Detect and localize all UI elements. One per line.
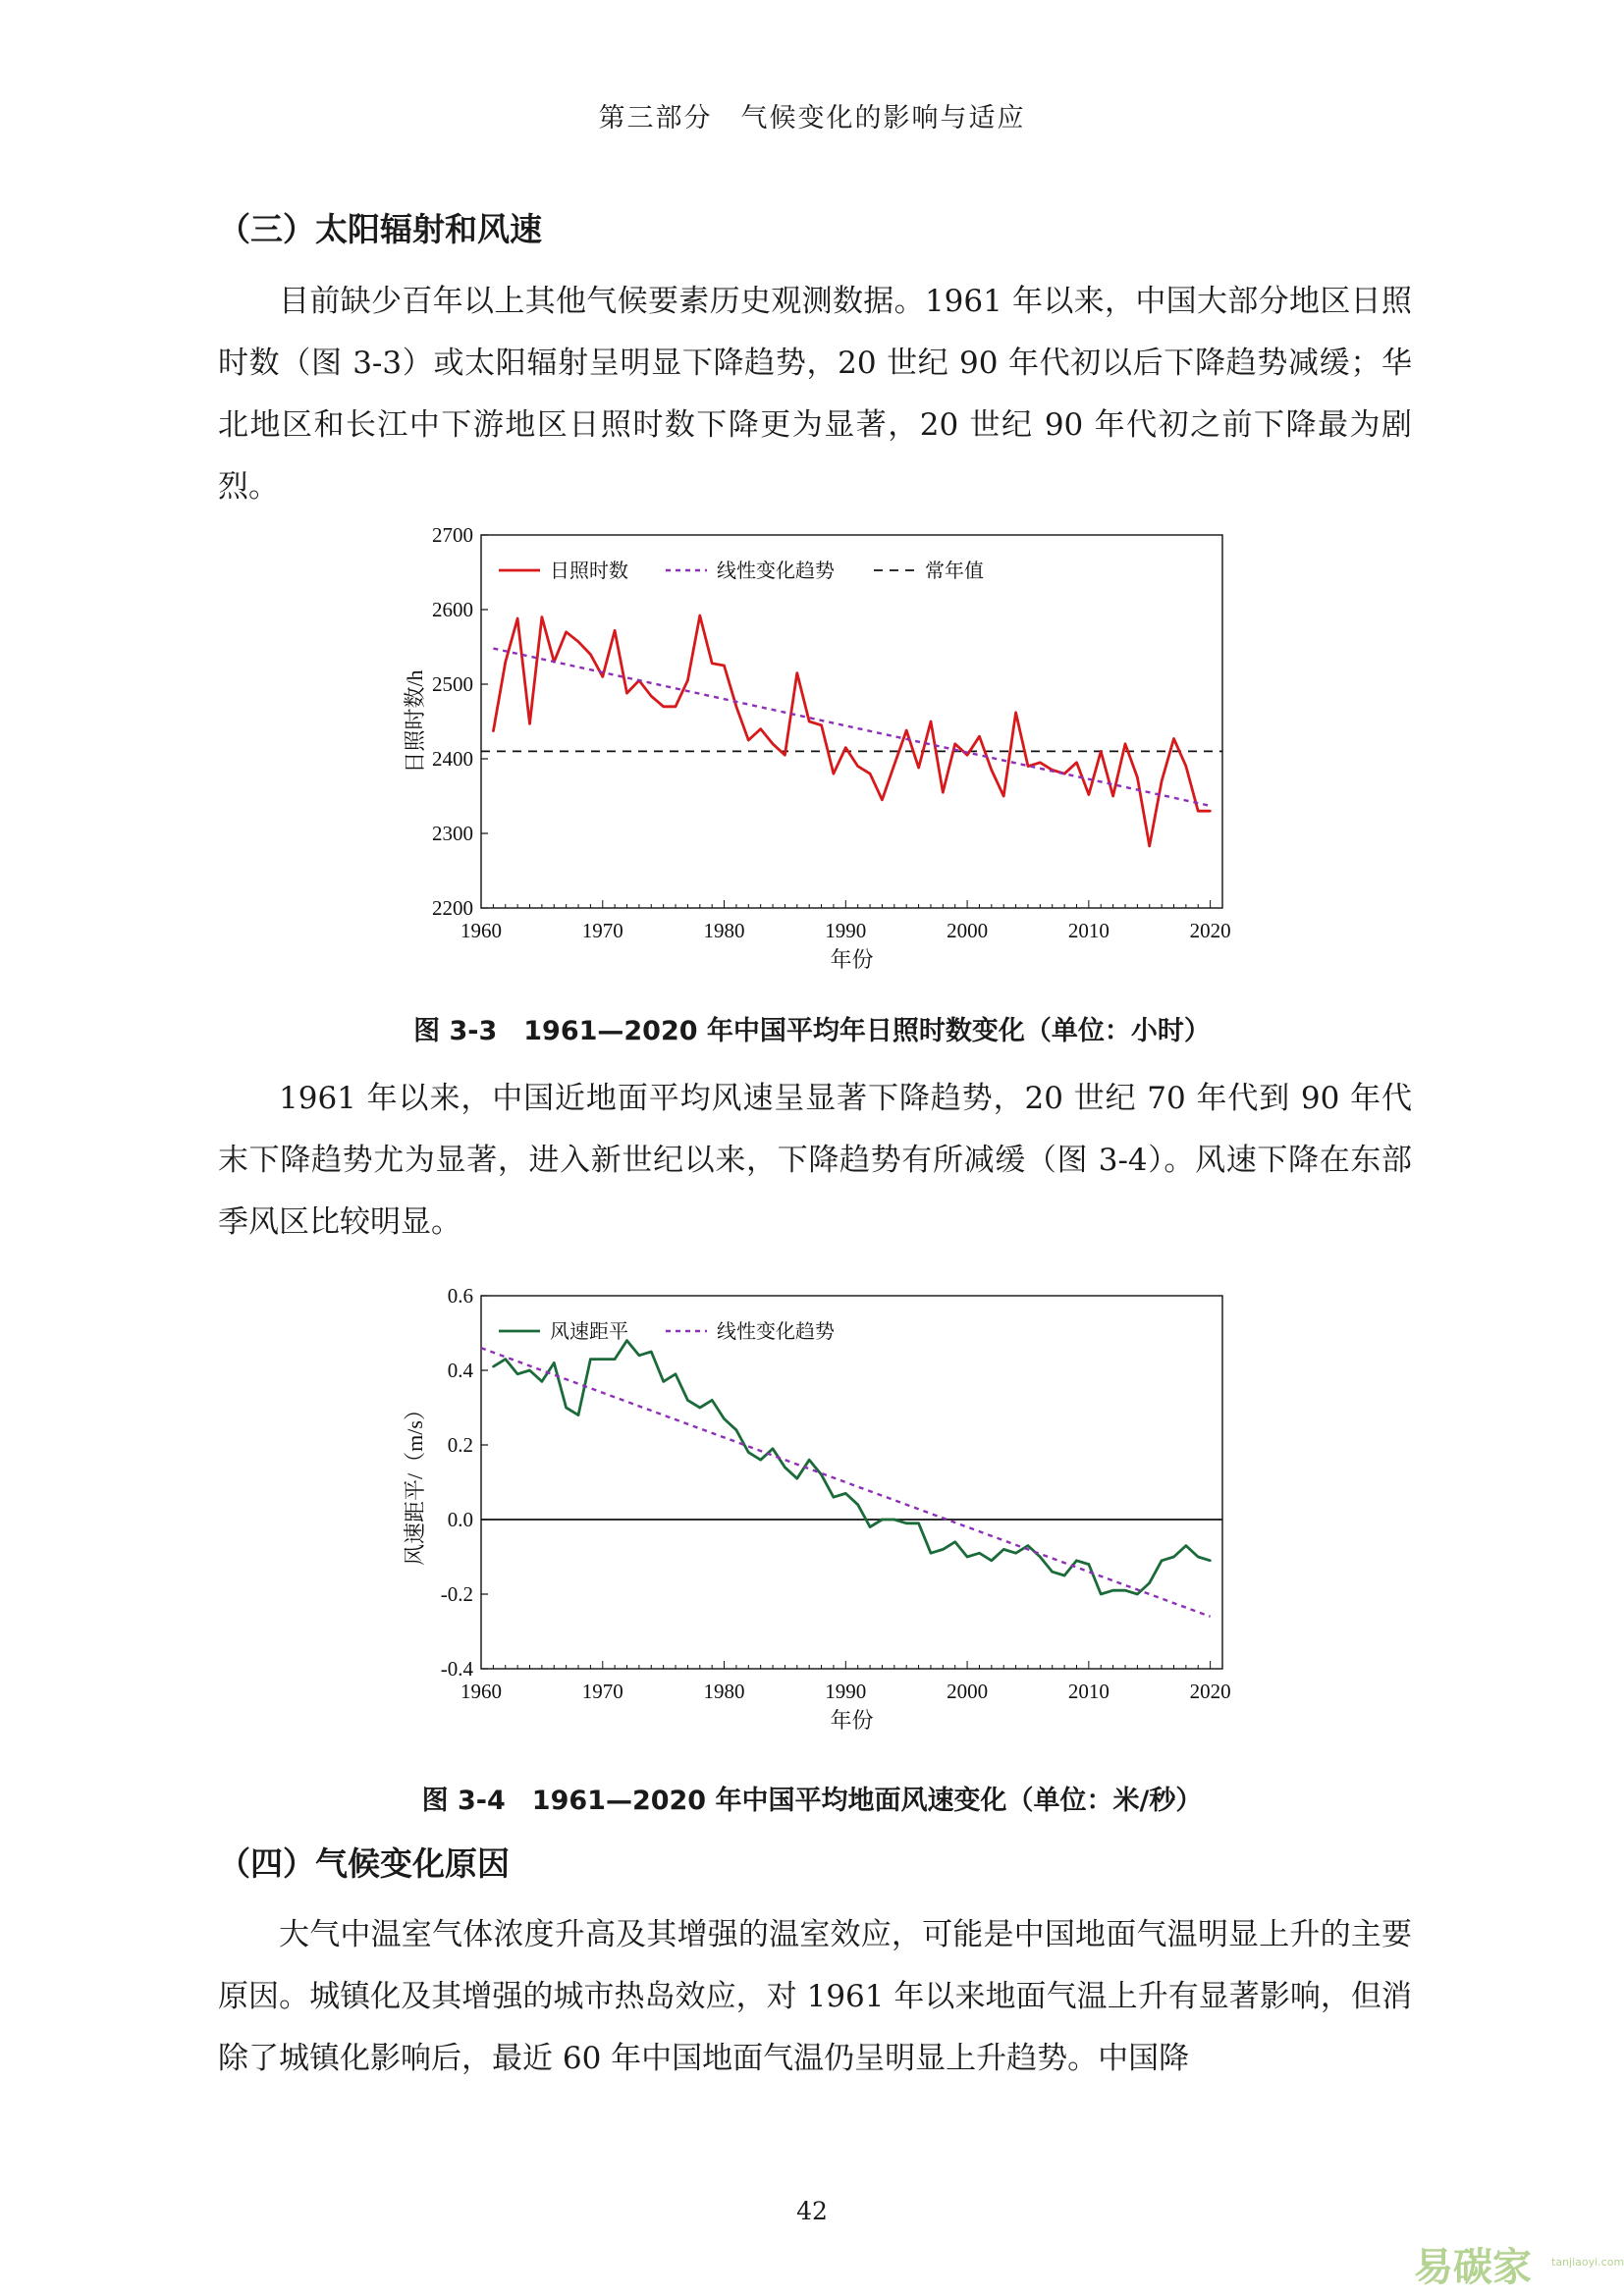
sunshine-ytick-label: 2400	[432, 747, 473, 771]
figure-sunshine-chart	[373, 520, 1237, 991]
sunshine-data-point	[699, 614, 701, 616]
sunshine-xtick-label: 1980	[703, 919, 745, 942]
sunshine-ytick-label: 2700	[432, 523, 473, 547]
sunshine-data-point	[747, 739, 749, 741]
wind-ytick-label: 0.0	[447, 1508, 473, 1531]
wind-ylabel: 风速距平/（m/s）	[403, 1399, 427, 1566]
sunshine-data-point	[796, 671, 798, 673]
sunshine-data-point	[905, 729, 907, 731]
sunshine-data-point	[1111, 795, 1113, 797]
wind-data-point	[516, 1373, 518, 1375]
wind-data-point	[1124, 1589, 1126, 1591]
wind-xtick-label: 1970	[581, 1680, 623, 1703]
wind-data-point	[796, 1477, 798, 1479]
sunshine-xlabel: 年份	[830, 947, 874, 972]
wind-xtick-label: 1960	[460, 1680, 502, 1703]
wind-data-point	[723, 1417, 725, 1419]
figure-3-4-caption: 图 3-4 1961—2020 年中国平均地面风速变化（单位：米/秒）	[421, 1786, 1203, 1816]
sunshine-data-point	[711, 663, 713, 665]
sunshine-data-point	[917, 767, 919, 769]
sunshine-data-point	[1161, 780, 1163, 782]
wind-data-point	[772, 1448, 774, 1450]
sunshine-data-point	[650, 695, 652, 697]
wind-data-point	[966, 1556, 968, 1558]
running-head: 第三部分 气候变化的影响与适应	[598, 103, 1026, 133]
sunshine-data-point	[589, 653, 591, 655]
wind-data-point	[1088, 1563, 1090, 1565]
wind-data-point	[1209, 1560, 1211, 1562]
wind-main-series-line	[493, 1341, 1210, 1594]
wind-data-point	[614, 1358, 616, 1360]
wind-data-point	[1014, 1552, 1016, 1554]
wind-ytick-label: 0.6	[447, 1284, 473, 1308]
sunshine-data-point	[614, 629, 616, 631]
wind-data-point	[954, 1541, 956, 1543]
sunshine-data-point	[856, 765, 858, 767]
section-heading-solar-wind: （三）太阳辐射和风速	[218, 210, 542, 248]
wind-data-point	[1039, 1556, 1041, 1558]
wind-data-point	[541, 1380, 543, 1382]
wind-data-point	[675, 1373, 677, 1375]
wind-xlabel: 年份	[830, 1708, 874, 1733]
wind-data-point	[589, 1358, 591, 1360]
wind-data-point	[528, 1369, 530, 1371]
wind-data-point	[747, 1451, 749, 1453]
wind-data-point	[1075, 1560, 1077, 1562]
sunshine-data-point	[1136, 776, 1138, 778]
wind-data-point	[602, 1358, 604, 1360]
wind-data-point	[699, 1407, 701, 1409]
paragraph-sunshine: 目前缺少百年以上其他气候要素历史观测数据。1961 年以来，中国大部分地区日照时数（图 3-3）或太阳辐射呈明显下降趋势，20 世纪 90 年代初以后下降趋势减缓；华北地区和长江中下游地区日照时数下降更为显著，20 世纪 90 年代初之前下降最为剧烈。	[218, 284, 1412, 505]
watermark-text: 易碳家	[1414, 2245, 1532, 2290]
paragraph-wind: 1961 年以来，中国近地面平均风速呈显著下降趋势，20 世纪 70 年代到 90 年代末下降趋势尤为显著，进入新世纪以来，下降趋势有所减缓（图 3-4）。风速下降在东部季风区比较明显。	[218, 1081, 1412, 1240]
wind-data-point	[553, 1362, 555, 1363]
wind-data-point	[565, 1407, 567, 1409]
sunshine-data-point	[893, 764, 895, 766]
wind-data-point	[1111, 1589, 1113, 1591]
wind-xtick-label: 2000	[947, 1680, 989, 1703]
sunshine-data-point	[833, 773, 835, 774]
sunshine-data-point	[625, 692, 627, 694]
paragraph-causes: 大气中温室气体浓度升高及其增强的温室效应，可能是中国地面气温明显上升的主要原因。城镇化及其增强的城市热岛效应，对 1961 年以来地面气温上升有显著影响，但消除了城镇化影响后，最近 60 年中国地面气温仍呈明显上升趋势。中国降	[218, 1917, 1412, 2076]
sunshine-ytick-label: 2300	[432, 822, 473, 845]
wind-data-point	[1027, 1544, 1029, 1546]
wind-data-point	[735, 1429, 737, 1431]
sunshine-xtick-label: 1970	[581, 919, 623, 942]
wind-ytick-label: 0.2	[447, 1433, 473, 1457]
sunshine-xtick-label: 2010	[1067, 919, 1110, 942]
wind-data-point	[1063, 1575, 1065, 1576]
sunshine-data-point	[1075, 762, 1077, 764]
wind-data-point	[1172, 1556, 1174, 1558]
wind-data-point	[662, 1380, 664, 1382]
wind-data-point	[942, 1548, 944, 1550]
wind-data-point	[869, 1525, 871, 1527]
sunshine-data-point	[662, 706, 664, 708]
sunshine-data-point	[930, 721, 932, 722]
sunshine-xtick-label: 2000	[947, 919, 989, 942]
sunshine-data-point	[735, 706, 737, 708]
wind-data-point	[686, 1399, 688, 1401]
wind-data-point	[1100, 1593, 1102, 1595]
wind-data-point	[844, 1492, 846, 1494]
wind-xtick-label: 1990	[825, 1680, 867, 1703]
sunshine-data-point	[820, 724, 822, 726]
sunshine-data-point	[1185, 765, 1187, 767]
sunshine-data-point	[528, 722, 530, 724]
figure-wind-chart	[373, 1281, 1237, 1742]
wind-data-point	[856, 1504, 858, 1506]
wind-data-point	[917, 1522, 919, 1524]
wind-xtick-label: 1980	[703, 1680, 745, 1703]
wind-data-point	[638, 1355, 640, 1357]
wind-data-point	[505, 1358, 507, 1360]
sunshine-ytick-label: 2500	[432, 672, 473, 696]
watermark-logo	[1414, 2236, 1624, 2291]
sunshine-data-point	[577, 640, 579, 642]
sunshine-data-point	[1149, 845, 1151, 847]
wind-data-point	[1149, 1581, 1151, 1583]
sunshine-data-point	[1197, 810, 1199, 812]
sunshine-data-point	[1209, 810, 1211, 812]
wind-xtick-label: 2010	[1067, 1680, 1110, 1703]
wind-data-point	[759, 1459, 761, 1461]
watermark-url: tanjiaoyi.com	[1551, 2256, 1624, 2269]
wind-data-point	[1185, 1544, 1187, 1546]
wind-data-point	[711, 1399, 713, 1401]
sunshine-main-series-line	[493, 615, 1210, 846]
sunshine-data-point	[505, 661, 507, 663]
sunshine-data-point	[1039, 762, 1041, 764]
sunshine-data-point	[881, 799, 883, 801]
wind-ytick-label: -0.2	[440, 1582, 473, 1606]
sunshine-data-point	[1124, 743, 1126, 745]
wind-data-point	[784, 1467, 785, 1468]
wind-data-point	[1052, 1571, 1054, 1573]
wind-legend-label: 风速距平	[550, 1321, 628, 1343]
sunshine-ylabel: 日照时数/h	[403, 669, 427, 774]
sunshine-xtick-label: 1960	[460, 919, 502, 942]
sunshine-data-point	[675, 706, 677, 708]
wind-data-point	[1161, 1560, 1163, 1562]
wind-data-point	[492, 1365, 494, 1367]
sunshine-data-point	[844, 746, 846, 748]
section-heading-causes: （四）气候变化原因	[218, 1844, 510, 1883]
sunshine-data-point	[565, 631, 567, 633]
sunshine-data-point	[991, 769, 993, 771]
wind-trend-line	[481, 1348, 1211, 1617]
wind-data-point	[991, 1560, 993, 1562]
sunshine-legend-label: 日照时数	[550, 561, 628, 582]
sunshine-xtick-label: 1990	[825, 919, 867, 942]
page-number: 42	[796, 2197, 828, 2225]
sunshine-data-point	[759, 727, 761, 729]
wind-data-point	[808, 1459, 810, 1461]
sunshine-data-point	[1014, 712, 1016, 714]
sunshine-data-point	[1088, 793, 1090, 795]
sunshine-data-point	[954, 743, 956, 745]
sunshine-legend-label: 线性变化趋势	[717, 561, 835, 582]
wind-data-point	[978, 1552, 980, 1554]
sunshine-xtick-label: 2020	[1189, 919, 1231, 942]
wind-data-point	[833, 1496, 835, 1498]
sunshine-data-point	[1172, 737, 1174, 739]
wind-data-point	[1002, 1548, 1004, 1550]
wind-data-point	[650, 1351, 652, 1353]
wind-ytick-label: -0.4	[440, 1657, 473, 1681]
wind-data-point	[930, 1552, 932, 1554]
wind-data-point	[893, 1519, 895, 1521]
sunshine-data-point	[492, 730, 494, 732]
sunshine-data-point	[686, 679, 688, 681]
wind-ytick-label: 0.4	[447, 1359, 473, 1382]
sunshine-ytick-label: 2600	[432, 598, 473, 621]
wind-data-point	[905, 1522, 907, 1524]
sunshine-data-point	[723, 665, 725, 667]
sunshine-data-point	[869, 773, 871, 774]
sunshine-data-point	[516, 617, 518, 619]
sunshine-data-point	[966, 754, 968, 756]
wind-legend-label: 线性变化趋势	[717, 1321, 835, 1343]
sunshine-trend-line	[493, 649, 1210, 806]
sunshine-data-point	[602, 675, 604, 677]
wind-data-point	[1197, 1556, 1199, 1558]
sunshine-data-point	[772, 743, 774, 745]
wind-data-point	[881, 1519, 883, 1521]
sunshine-data-point	[1100, 750, 1102, 752]
sunshine-data-point	[1027, 765, 1029, 767]
sunshine-data-point	[1002, 795, 1004, 797]
wind-data-point	[1136, 1593, 1138, 1595]
sunshine-data-point	[942, 791, 944, 793]
sunshine-data-point	[808, 721, 810, 722]
sunshine-legend-label: 常年值	[925, 561, 984, 582]
sunshine-ytick-label: 2200	[432, 896, 473, 920]
sunshine-data-point	[978, 735, 980, 737]
wind-plot-frame	[481, 1296, 1222, 1669]
wind-data-point	[577, 1414, 579, 1415]
sunshine-data-point	[784, 754, 785, 756]
wind-xtick-label: 2020	[1189, 1680, 1231, 1703]
sunshine-data-point	[541, 615, 543, 617]
sunshine-plot-frame	[481, 535, 1222, 908]
figure-3-3-caption: 图 3-3 1961—2020 年中国平均年日照时数变化（单位：小时）	[413, 1016, 1211, 1046]
